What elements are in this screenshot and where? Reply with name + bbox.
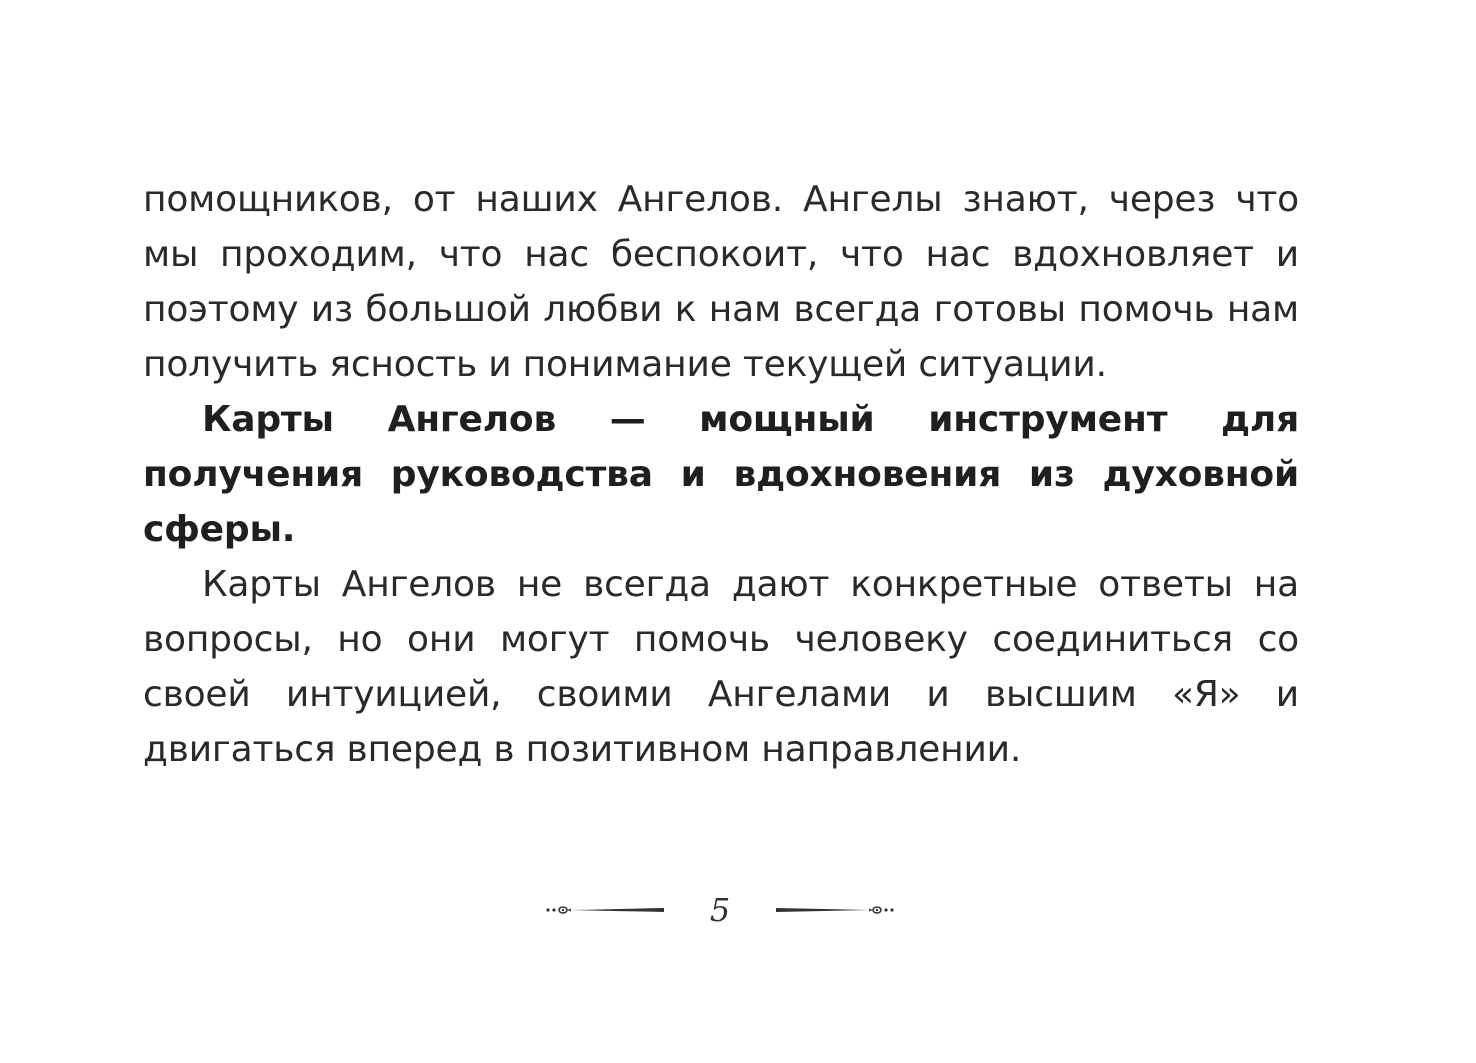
page-number: 5 (709, 891, 731, 929)
paragraph-emphasis: Карты Ангелов — мощный инструмент для получения руководства и вдохновения из духовной сферы. (143, 399, 1299, 550)
paragraph-body: Карты Ангелов не всегда дают конкретные ответы на вопросы, но они могут помочь человеку соединиться со своей интуицией, своими Ангелами и высшим «Я» и двигаться вперед в позитивном направлении. (143, 564, 1299, 770)
page-footer (545, 888, 895, 932)
flourish-right-icon (774, 898, 895, 922)
body-text (143, 172, 1299, 777)
paragraph-continuation: помощников, от наших Ангелов. Ангелы знают, через что мы проходим, что нас беспокоит, что нас вдохновляет и поэтому из большой любви к нам всегда готовы помочь нам получить ясность и понимание текущей ситуации. (143, 179, 1299, 385)
